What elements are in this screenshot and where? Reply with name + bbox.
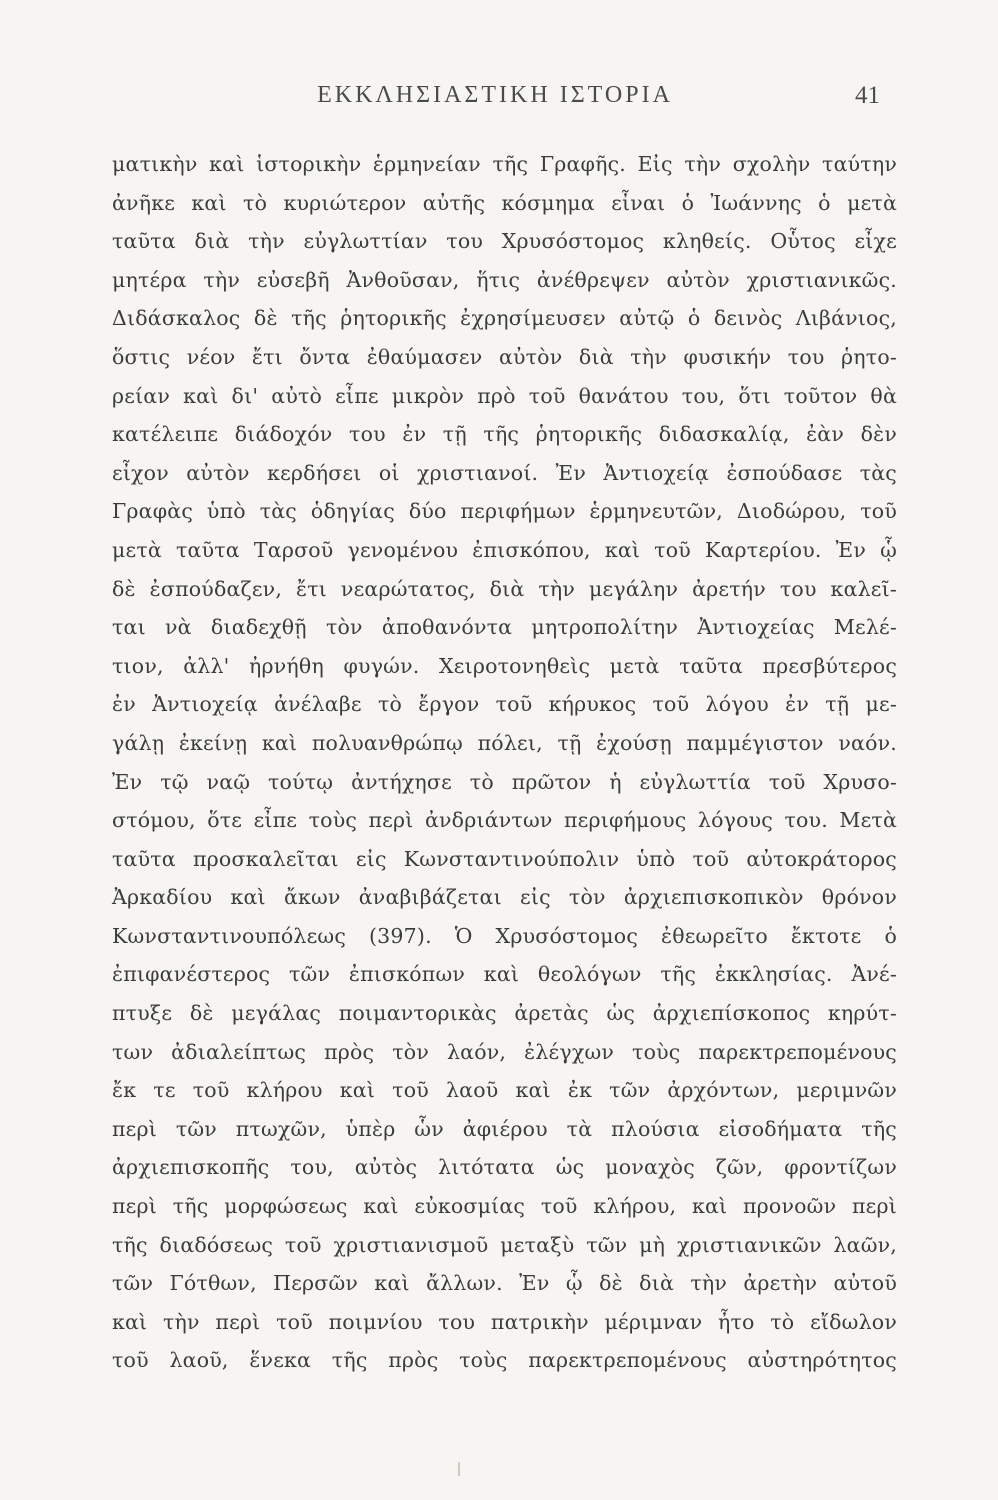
text-line: κατέλειπε διάδοχόν του ἐν τῇ τῆς ῥητορικῆς διδασκαλίᾳ, ἐὰν δὲν — [112, 422, 897, 447]
text-line: Κωνσταντινουπόλεως (397). Ὁ Χρυσόστομος ἐθεωρεῖτο ἔκτοτε ὁ — [112, 923, 897, 948]
text-line: τιον, ἀλλ' ἠρνήθη φυγών. Χειροτονηθεὶς μετὰ ταῦτα πρεσβύτερος — [112, 653, 897, 678]
text-line: πτυξε δὲ μεγάλας ποιμαντορικὰς ἀρετὰς ὡς ἀρχιεπίσκοπος κηρύτ- — [112, 1001, 897, 1026]
text-line: ἐν Ἀντιοχείᾳ ἀνέλαβε τὸ ἔργον τοῦ κήρυκος τοῦ λόγου ἐν τῇ με- — [112, 692, 897, 717]
text-line: ταῦτα προσκαλεῖται εἰς Κωνσταντινούπολιν ὑπὸ τοῦ αὐτοκράτορος — [112, 846, 897, 871]
paper-speck — [458, 1462, 460, 1476]
text-line: ἀρχιεπισκοπῆς του, αὐτὸς λιτότατα ὡς μοναχὸς ζῶν, φροντίζων — [112, 1155, 897, 1180]
text-line: καὶ τὴν περὶ τοῦ ποιμνίου του πατρικὴν μέριμναν ἦτο τὸ εἴδωλον — [112, 1309, 897, 1334]
text-line: ρείαν καὶ δι' αὐτὸ εἶπε μικρὸν πρὸ τοῦ θανάτου του, ὅτι τοῦτον θὰ — [112, 383, 897, 408]
running-head — [110, 82, 880, 122]
text-line: εἶχον αὐτὸν κερδήσει οἱ χριστιανοί. Ἐν Ἀντιοχείᾳ ἐσπούδασε τὰς — [112, 460, 897, 485]
body-text — [112, 145, 897, 1380]
text-line: περὶ τῶν πτωχῶν, ὑπὲρ ὧν ἀφιέρου τὰ πλούσια εἰσοδήματα τῆς — [112, 1116, 897, 1141]
text-line: ματικὴν καὶ ἱστορικὴν ἑρμηνείαν τῆς Γραφῆς. Εἰς τὴν σχολὴν ταύτην — [112, 152, 897, 176]
text-line: Ἀρκαδίου καὶ ἄκων ἀναβιβάζεται εἰς τὸν ἀρχιεπισκοπικὸν θρόνον — [112, 885, 897, 910]
text-line: στόμου, ὅτε εἶπε τοὺς περὶ ἀνδριάντων περιφήμους λόγους του. Μετὰ — [112, 808, 897, 833]
text-line: περὶ τῆς μορφώσεως καὶ εὐκοσμίας τοῦ κλήρου, καὶ προνοῶν περὶ — [112, 1194, 897, 1219]
text-line: των ἀδιαλείπτως πρὸς τὸν λαόν, ἐλέγχων τοὺς παρεκτρεπομένους — [112, 1039, 897, 1064]
text-line: ταῦτα διὰ τὴν εὐγλωττίαν του Χρυσόστομος κληθείς. Οὗτος εἶχε — [112, 229, 897, 254]
text-line: ἔκ τε τοῦ κλήρου καὶ τοῦ λαοῦ καὶ ἐκ τῶν ἀρχόντων, μεριμνῶν — [112, 1078, 897, 1103]
page-number: 41 — [855, 82, 880, 109]
text-line: Γραφὰς ὑπὸ τὰς ὁδηγίας δύο περιφήμων ἑρμηνευτῶν, Διοδώρου, τοῦ — [112, 499, 897, 524]
text-line: μετὰ ταῦτα Ταρσοῦ γενομένου ἐπισκόπου, καὶ τοῦ Καρτερίου. Ἐν ᾧ — [112, 537, 897, 562]
text-line: ται νὰ διαδεχθῇ τὸν ἀποθανόντα μητροπολίτην Ἀντιοχείας Μελέ- — [112, 615, 897, 640]
text-line: τῆς διαδόσεως τοῦ χριστιανισμοῦ μεταξὺ τῶν μὴ χριστιανικῶν λαῶν, — [112, 1232, 897, 1257]
text-line: γάλῃ ἐκείνῃ καὶ πολυανθρώπῳ πόλει, τῇ ἐχούσῃ παμμέγιστον ναόν. — [112, 730, 897, 755]
text-line: δὲ ἐσπούδαζεν, ἔτι νεαρώτατος, διὰ τὴν μεγάλην ἀρετήν του καλεῖ- — [112, 576, 897, 601]
text-line: ὅστις νέον ἔτι ὄντα ἐθαύμασεν αὐτὸν διὰ τὴν φυσικήν του ῥητο- — [112, 344, 897, 369]
running-title: ΕΚΚΛΗΣΙΑΣΤΙΚΗ ΙΣΤΟΡΙΑ — [317, 82, 673, 108]
text-line: τοῦ λαοῦ, ἕνεκα τῆς πρὸς τοὺς παρεκτρεπομένους αὐστηρότητος — [112, 1348, 897, 1373]
text-line: ἐπιφανέστερος τῶν ἐπισκόπων καὶ θεολόγων τῆς ἐκκλησίας. Ἀνέ- — [112, 962, 897, 987]
text-line: ἀνῆκε καὶ τὸ κυριώτερον αὐτῆς κόσμημα εἶναι ὁ Ἰωάννης ὁ μετὰ — [112, 190, 897, 215]
text-line: Ἐν τῷ ναῷ τούτῳ ἀντήχησε τὸ πρῶτον ἡ εὐγλωττία τοῦ Χρυσο- — [112, 769, 897, 794]
text-line: τῶν Γότθων, Περσῶν καὶ ἄλλων. Ἐν ᾧ δὲ διὰ τὴν ἀρετὴν αὐτοῦ — [112, 1271, 897, 1296]
text-line: Διδάσκαλος δὲ τῆς ῥητορικῆς ἐχρησίμευσεν αὐτῷ ὁ δεινὸς Λιβάνιος, — [112, 306, 897, 331]
text-line: μητέρα τὴν εὐσεβῆ Ἀνθοῦσαν, ἥτις ἀνέθρεψεν αὐτὸν χριστιανικῶς. — [112, 267, 897, 292]
